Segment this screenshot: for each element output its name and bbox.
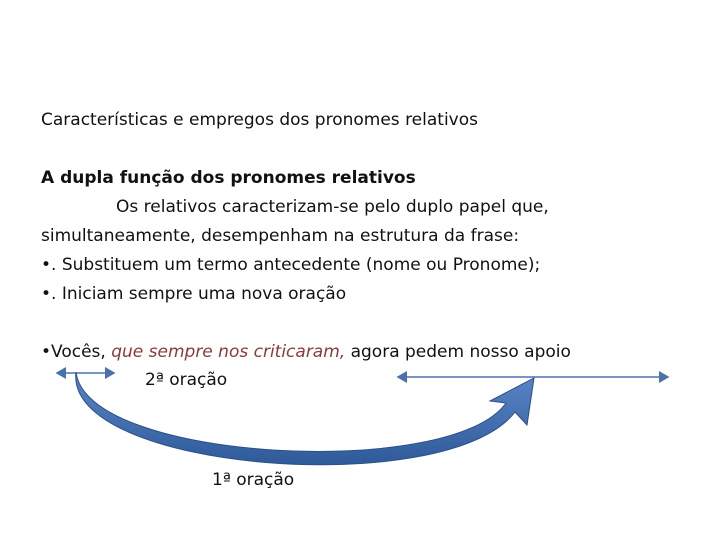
example-rest: agora pedem nosso apoio <box>350 342 571 362</box>
bullet-substituem: •. Substituem um termo antecedente (nome ou Pronome); <box>41 255 541 275</box>
label-2a-oracao: 2ª oração <box>145 370 228 390</box>
section-heading: A dupla função dos pronomes relativos <box>41 168 416 188</box>
paragraph-line-2: simultaneamente, desempenham na estrutura da frase: <box>41 226 520 246</box>
bullet-iniciam: •. Iniciam sempre uma nova oração <box>41 284 347 304</box>
example-prefix: •Vocês, <box>41 342 106 362</box>
paragraph-line-1: Os relativos caracterizam-se pelo duplo papel que, <box>116 197 549 217</box>
slide-title: Características e empregos dos pronomes relativos <box>41 110 478 130</box>
label-1a-oracao: 1ª oração <box>212 470 295 490</box>
curved-arrow-icon <box>76 372 534 465</box>
relative-clause: que sempre nos criticaram, <box>111 342 346 362</box>
